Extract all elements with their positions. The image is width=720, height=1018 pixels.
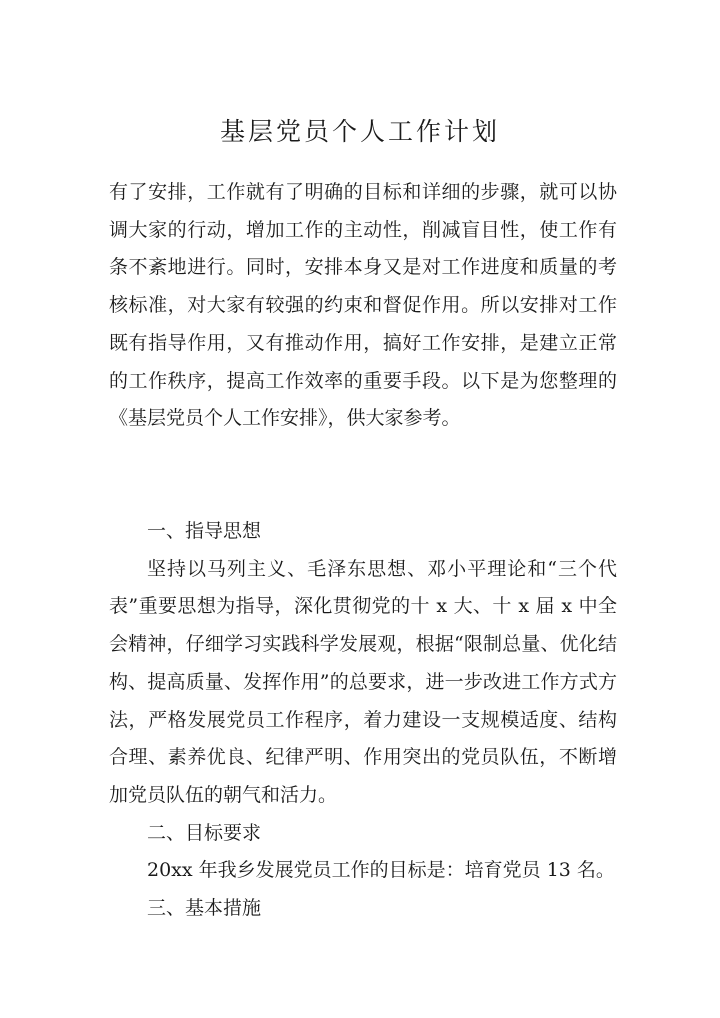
section-heading-goals: 二、目标要求 — [147, 821, 262, 844]
section-body-guiding-ideology: 坚持以马列主义、毛泽东思想、邓小平理论和“三个代表”重要思想为指导，深化贯彻党的十 x 大、十 x 届 x 中全会精神，仔细学习实践科学发展观，根据“限制总量、优化结构、提高质量、发挥作用”的总要求，进一步改进工作方式方法，严格发展党员工作程序，着力建设一支规模适度、结构合理、素养优良、纪律严明、作用突出的党员队伍，不断增加党员队伍的朝气和活力。 — [109, 557, 617, 806]
document-title: 基层党员个人工作计划 — [219, 117, 500, 146]
section-body-goals: 20xx 年我乡发展党员工作的目标是：培育党员 13 名。 — [147, 859, 615, 882]
intro-paragraph: 有了安排，工作就有了明确的目标和详细的步骤，就可以协调大家的行动，增加工作的主动性，削减盲目性，使工作有条不紊地进行。同时，安排本身又是对工作进度和质量的考核标准，对大家有较强的约束和督促作用。所以安排对工作既有指导作用，又有推动作用，搞好工作安排，是建立正常的工作秩序，提高工作效率的重要手段。以下是为您整理的《基层党员个人工作安排》，供大家参考。 — [109, 181, 617, 430]
document-body — [109, 513, 617, 928]
section-heading-measures: 三、基本措施 — [147, 897, 262, 920]
section-heading-guiding-ideology: 一、指导思想 — [147, 520, 262, 542]
